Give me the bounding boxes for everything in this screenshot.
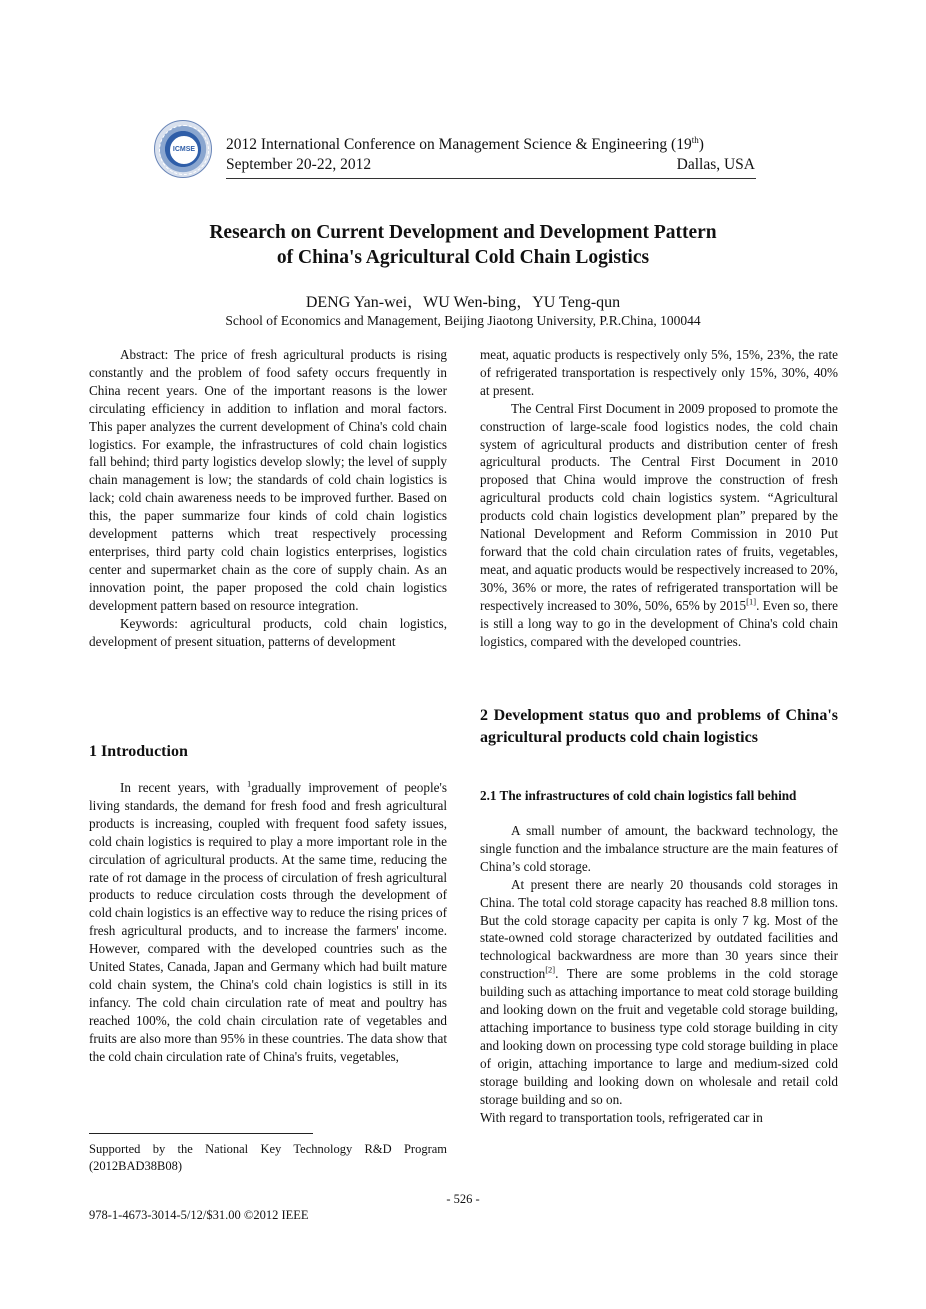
isbn-line: 978-1-4673-3014-5/12/$31.00 ©2012 IEEE <box>89 1208 309 1222</box>
paragraph-transport-tools: With regard to transportation tools, refrigerated car in <box>480 1109 763 1125</box>
intro-paragraph: In recent years, with $^1$gradually improvement of people's living standards, the demand for fresh food and fresh agricultural products is increasing, coupled with frequent food safety issues, cold chain logistics is required to play a more important role in the circulation of agricultural products. At the same time, reducing the rate of rot damage in the process of circulation of fresh agricultural products to reduce circulation costs through the development of cold chain logistics is an effective way to reduce the rising prices of fresh agricultural products, and to increase the farmers' income. However, compared with the developed countries such as the United States, Canada, Japan and Germany which had built mature cold chain system, the China's cold chain logistics is still in its infancy. The cold chain circulation rate of meat and poultry has reached 100%, the cold chain circulation rate of vegetables and fruits are also more than 95% in these countries. The data show that the cold chain circulation rate of China's fruits, vegetables, <box>89 778 447 1064</box>
header-rule <box>226 178 756 179</box>
section2-heading: 2 Development status quo and problems of China's agricultural products cold chain logistics <box>480 707 838 746</box>
footnote-rule <box>89 1133 313 1134</box>
citation-2: [2] <box>545 964 556 975</box>
logo-center: ICMSE <box>168 134 200 166</box>
conference-logo <box>154 120 212 178</box>
section2-1-heading: 2.1 The infrastructures of cold chain logistics fall behind <box>480 788 797 803</box>
conference-location: Dallas, USA <box>676 156 755 173</box>
conference-dates: September 20-22, 2012 <box>226 156 372 173</box>
abstract: Abstract: The price of fresh agricultural products is rising constantly and the problem of food safety occurs frequently in China recent years. One of the important reasons is the lower circulating efficiency in addition to inflation and moral factors. This paper analyzes the current development of China's cold chain logistics. For example, the infrastructures of cold chain logistics fall behind; third party logistics develop slowly; the level of supply chain management is low; the standards of cold chain logistics is lack; cold chain awareness needs to be improved further. Based on this, the paper summarize four kinds of cold chain logistics development patterns which treat respectively processing enterprises, third party cold chain logistics enterprises, logistics center and supermarket chain as the core of supply chain. As an innovation point, the paper proposed the cold chain logistics development pattern based on resource integration. <box>89 347 447 613</box>
authors: DENG Yan-wei，WU Wen-bing，YU Teng-qun <box>305 294 621 311</box>
footnote-marker: 1 <box>247 778 252 789</box>
conference-ordinal-sup: th <box>691 134 699 145</box>
keywords: Keywords: agricultural products, cold chain logistics, development of present situation, patterns of development <box>89 615 447 649</box>
conference-name: 2012 International Conference on Management Science & Engineering (19th) <box>226 134 704 153</box>
intro-heading: 1 Introduction <box>89 743 188 760</box>
paragraph-central-document: The Central First Document in 2009 proposed to promote the construction of large-scale food logistics nodes, the cold chain system of agricultural products and distribution center of fresh agricultural products. The Central First Document in 2010 proposed that China would improve the construction of fresh agricultural products cold chain logistics system. “Agricultural products cold chain logistics development plan” prepared by the National Development and Reform Commission in 2010 Put forward that the cold chain circulation rates of fruits, vegetables, meat, and aquatic products would be respectively increased to 20%, 30%, 36% or more, the rates of refrigerated transportation will be respectively increased to 30%, 50%, 65% by 2015[1]. Even so, there is still a long way to go in the development of China's cold chain logistics, compared with the developed countries. <box>480 400 838 649</box>
paper-title-line1: Research on Current Development and Development Pattern <box>209 222 717 243</box>
left-column <box>89 346 447 650</box>
page-number: - 526 - <box>446 1192 480 1206</box>
footnote: Supported by the National Key Technology R&D Program (2012BAD38B08) <box>89 1142 447 1173</box>
affiliation: School of Economics and Management, Beijing Jiaotong University, P.R.China, 100044 <box>225 313 701 328</box>
paper-title-line2: of China's Agricultural Cold Chain Logistics <box>276 247 650 268</box>
paragraph-rates: meat, aquatic products is respectively only 5%, 15%, 23%, the rate of refrigerated transportation is respectively only 15%, 30%, 40% at present. <box>480 347 838 398</box>
right-column-top <box>480 346 838 650</box>
intro-body <box>89 779 447 1066</box>
citation-1: [1] <box>746 596 757 607</box>
right-column-bottom <box>480 822 838 1126</box>
paragraph-cold-storage-features: A small number of amount, the backward technology, the single function and the imbalance structure are the main features of China’s cold storage. <box>480 823 838 874</box>
paragraph-cold-storage-capacity: At present there are nearly 20 thousands cold storages in China. The total cold storage capacity has reached 8.8 million tons. But the cold storage capacity per capita is only 7 kg. Most of the state-owned cold storage characterized by outdated facilities and technological backwardness are more than 30 years since their construction[2]. There are some problems in the cold storage building such as attaching importance to meat cold storage building and looking down on the fruit and vegetable cold storage building, attaching importance to business type cold storage building in city and looking down on processing type cold storage building in place of origin, attaching importance to large and medium-sized cold storage building and looking down on wholesale and retail cold storage building and so on. <box>480 876 838 1107</box>
